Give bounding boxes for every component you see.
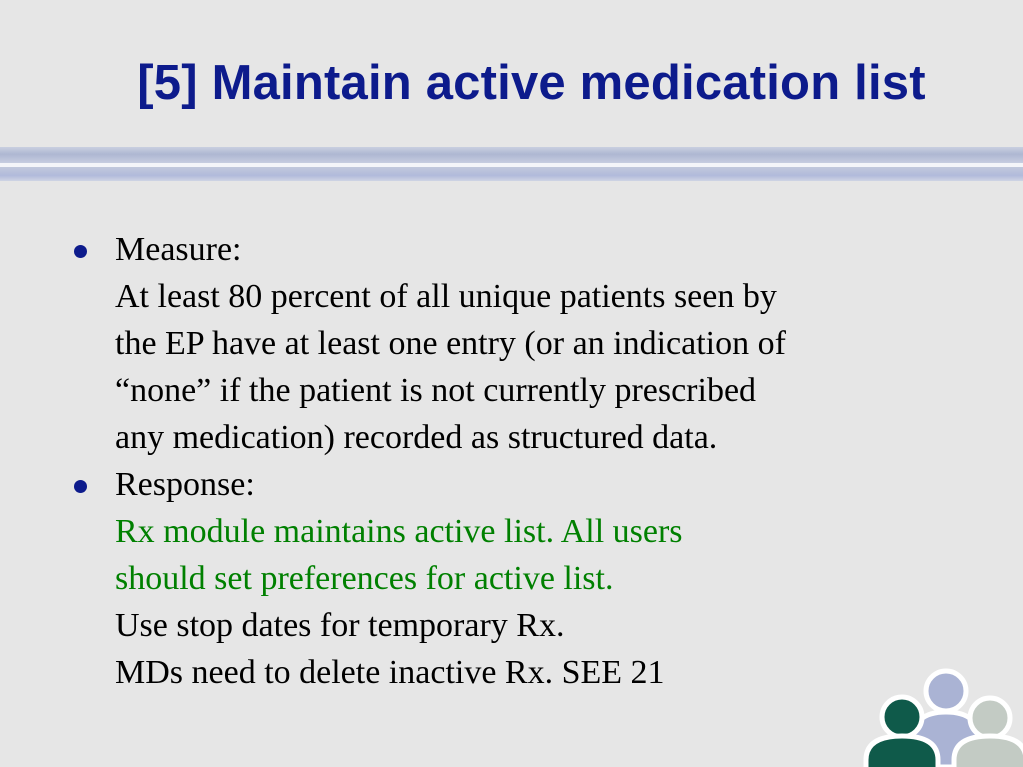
- bullet-item-measure: [60, 226, 960, 461]
- bullet-heading: Measure:: [115, 231, 242, 268]
- bullet-text-line-highlight: should set preferences for active list.: [115, 560, 614, 597]
- bullet-text-line: any medication) recorded as structured data.: [115, 419, 718, 456]
- bullet-text-line: MDs need to delete inactive Rx. SEE 21: [115, 654, 665, 691]
- bullet-item-response: [60, 461, 960, 696]
- bullet-dot-icon: [74, 480, 87, 493]
- slide-title: [5] Maintain active medication list: [137, 56, 926, 110]
- bullet-text-line: At least 80 percent of all unique patients seen by: [115, 278, 777, 315]
- bullet-text-line: Use stop dates for temporary Rx.: [115, 607, 565, 644]
- bullet-text-line-highlight: Rx module maintains active list. All users: [115, 513, 683, 550]
- people-group-icon: [860, 660, 1023, 767]
- bullet-text-line: “none” if the patient is not currently prescribed: [115, 372, 757, 409]
- bullet-heading: Response:: [115, 466, 255, 503]
- title-divider-band-bottom: [0, 167, 1023, 181]
- bullet-text-line: the EP have at least one entry (or an indication of: [115, 325, 786, 362]
- title-divider-band-top: [0, 147, 1023, 163]
- bullet-dot-icon: [74, 245, 87, 258]
- bullet-list: [60, 226, 960, 696]
